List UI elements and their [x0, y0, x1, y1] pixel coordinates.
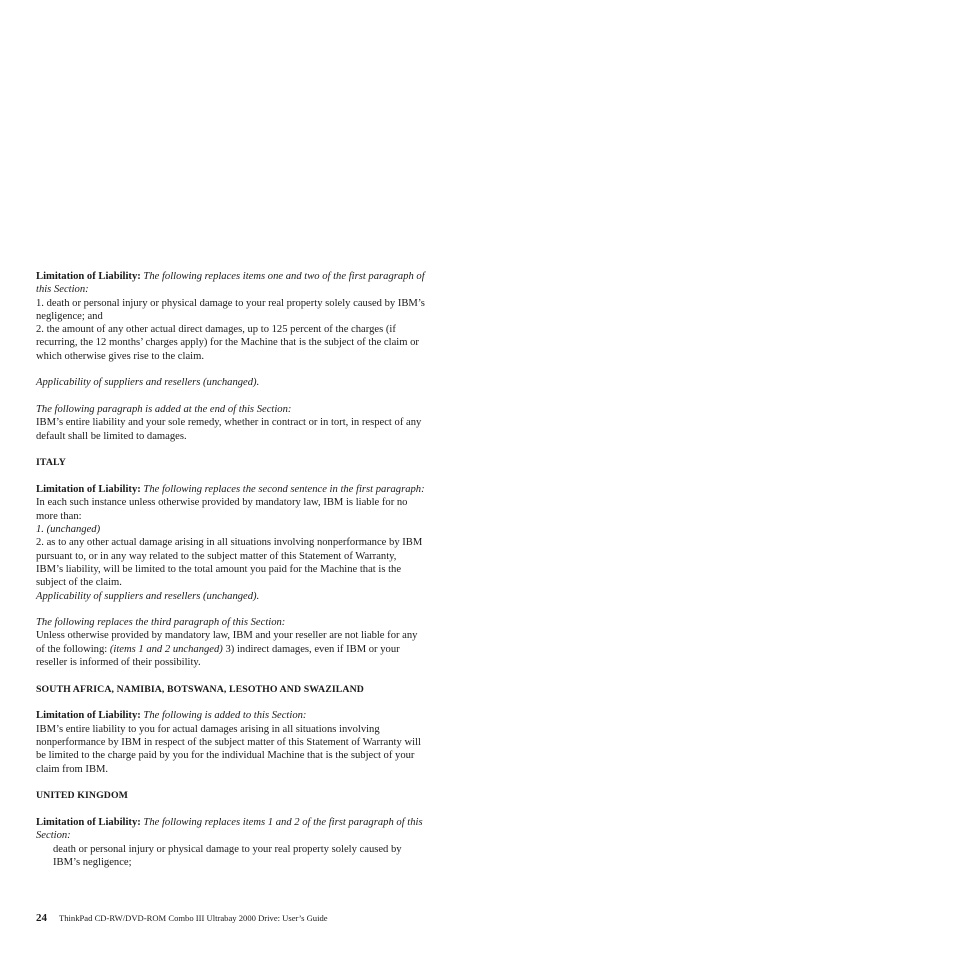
south-africa-heading: SOUTH AFRICA, NAMIBIA, BOTSWANA, LESOTHO AND SWAZILAND	[36, 683, 364, 695]
third-text-part-b: 3) indirect damages, even if IBM or your reseller is informed of their possibility.	[36, 643, 400, 669]
lol-instruction: The following replaces items 1 and 2 of the first paragraph of this Section:	[36, 817, 423, 842]
intro-applicability: Applicability of suppliers and resellers (unchanged).	[36, 377, 260, 389]
italy-applicability: Applicability of suppliers and resellers (unchanged).	[36, 590, 260, 602]
document-body	[36, 270, 426, 869]
page-footer	[36, 912, 328, 924]
intro-item-2: 2. the amount of any other actual direct damages, up to 125 percent of the charges (if recurring, the 12 months’ charges apply) for the Machine that is the subject of the claim or which otherwise gives rise to the claim.	[36, 324, 419, 362]
lol-label: Limitation of Liability:	[36, 271, 141, 282]
south-africa-text: IBM’s entire liability to you for actual damages arising in all situations involving nonperformance by IBM in respect of the subject matter of this Statement of Warranty will be limited to the charge paid by you for the individual Machine that is the subject of your claim from IBM.	[36, 723, 421, 775]
lol-instruction: The following replaces the second sentence in the first paragraph:	[143, 484, 425, 496]
italy-heading: ITALY	[36, 457, 66, 469]
italy-item-2: 2. as to any other actual damage arising in all situations involving nonperformance by IBM pursuant to, or in any way related to the subject matter of this Statement of Warranty, IBM’s liability, will be limited to the total amount you paid for the Machine that is the subject of the claim.	[36, 537, 423, 589]
uk-lol-paragraph	[36, 816, 426, 843]
italy-item-1: 1. (unchanged)	[36, 524, 101, 536]
lol-instruction: The following is added to this Section:	[143, 710, 307, 722]
third-text-part-a: Unless otherwise provided by mandatory law, IBM and your reseller are not liable for any of the following:	[36, 630, 418, 655]
lol-label: Limitation of Liability:	[36, 710, 141, 722]
lol-label: Limitation of Liability:	[36, 484, 141, 496]
third-text-italic: (items 1 and 2 unchanged)	[109, 643, 223, 655]
page-number: 24	[36, 912, 47, 924]
intro-item-1: 1. death or personal injury or physical damage to your real property solely caused by IBM’s negligence; and	[36, 297, 425, 322]
italy-third-instruction: The following replaces the third paragraph of this Section:	[36, 617, 286, 629]
italy-lol-paragraph	[36, 483, 426, 496]
lol-label: Limitation of Liability:	[36, 817, 141, 829]
uk-item-1: death or personal injury or physical damage to your real property solely caused by IBM’s negligence;	[53, 843, 402, 868]
uk-heading: UNITED KINGDOM	[36, 790, 129, 802]
italy-text: In each such instance unless otherwise provided by mandatory law, IBM is liable for no more than:	[36, 497, 408, 522]
intro-added-instruction: The following paragraph is added at the end of this Section:	[36, 404, 292, 416]
south-africa-lol-paragraph	[36, 709, 426, 722]
lol-instruction: The following replaces items one and two of the first paragraph of this Section:	[36, 271, 425, 296]
italy-third-text	[36, 629, 426, 669]
document-title: ThinkPad CD-RW/DVD-ROM Combo III Ultrabay 2000 Drive: User’s Guide	[59, 913, 328, 923]
intro-added-text: IBM’s entire liability and your sole remedy, whether in contract or in tort, in respect of any default shall be limited to damages.	[36, 417, 422, 442]
intro-lol-paragraph	[36, 270, 426, 297]
